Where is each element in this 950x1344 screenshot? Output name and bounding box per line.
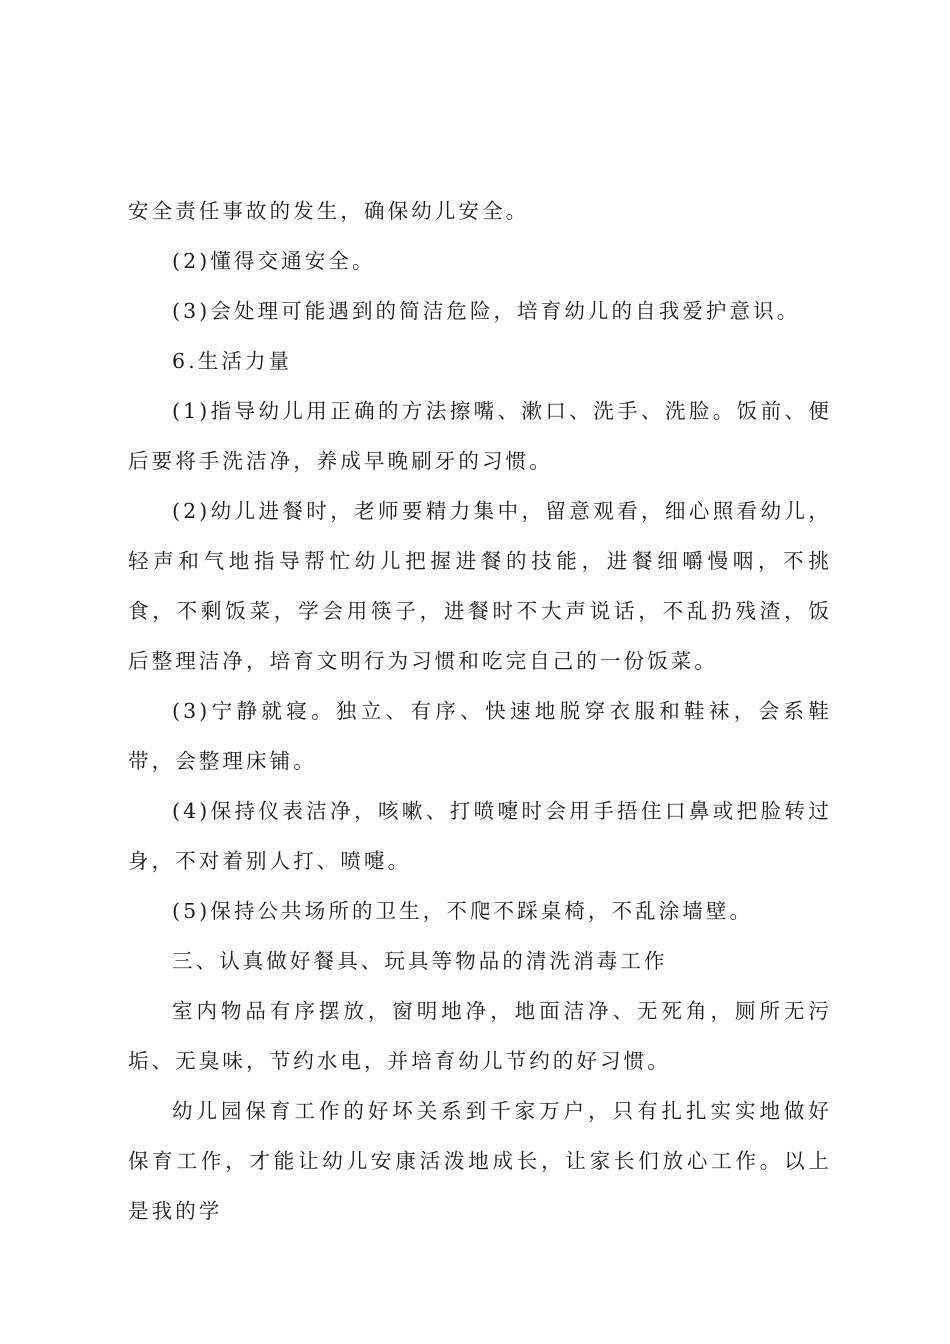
paragraph: (2)幼儿进餐时，老师要精力集中，留意观看，细心照看幼儿，轻声和气地指导帮忙幼儿把握进餐的技能，进餐细嚼慢咽，不挑食，不剩饭菜，学会用筷子，进餐时不大声说话，不乱扔残渣，饭后整理洁净，培育文明行为习惯和吃完自己的一份饭菜。: [128, 499, 832, 673]
paragraph: (4)保持仪表洁净，咳嗽、打喷嚏时会用手捂住口鼻或把脸转过身，不对着别人打、喷嚏。: [128, 799, 832, 873]
section-heading: 6.生活力量: [172, 349, 293, 373]
paragraph: 室内物品有序摆放，窗明地净，地面洁净、无死角，厕所无污垢、无臭味，节约水电，并培育幼儿节约的好习惯。: [128, 999, 832, 1073]
paragraph: 安全责任事故的发生，确保幼儿安全。: [128, 199, 530, 223]
paragraph: (2)懂得交通安全。: [172, 249, 376, 273]
section-heading: 三、认真做好餐具、玩具等物品的清洗消毒工作: [172, 949, 668, 973]
paragraph: (3)宁静就寝。独立、有序、快速地脱穿衣服和鞋袜，会系鞋带，会整理床铺。: [128, 699, 832, 773]
paragraph: (1)指导幼儿用正确的方法擦嘴、漱口、洗手、洗脸。饭前、便后要将手洗洁净，养成早晚刷牙的习惯。: [128, 399, 832, 473]
document-body: [128, 186, 832, 1236]
paragraph: (5)保持公共场所的卫生，不爬不踩桌椅，不乱涂墙壁。: [172, 899, 754, 923]
paragraph: (3)会处理可能遇到的简洁危险，培育幼儿的自我爱护意识。: [172, 299, 801, 323]
paragraph: 幼儿园保育工作的好坏关系到千家万户，只有扎扎实实地做好保育工作，才能让幼儿安康活泼地成长，让家长们放心工作。以上是我的学: [128, 1099, 832, 1223]
